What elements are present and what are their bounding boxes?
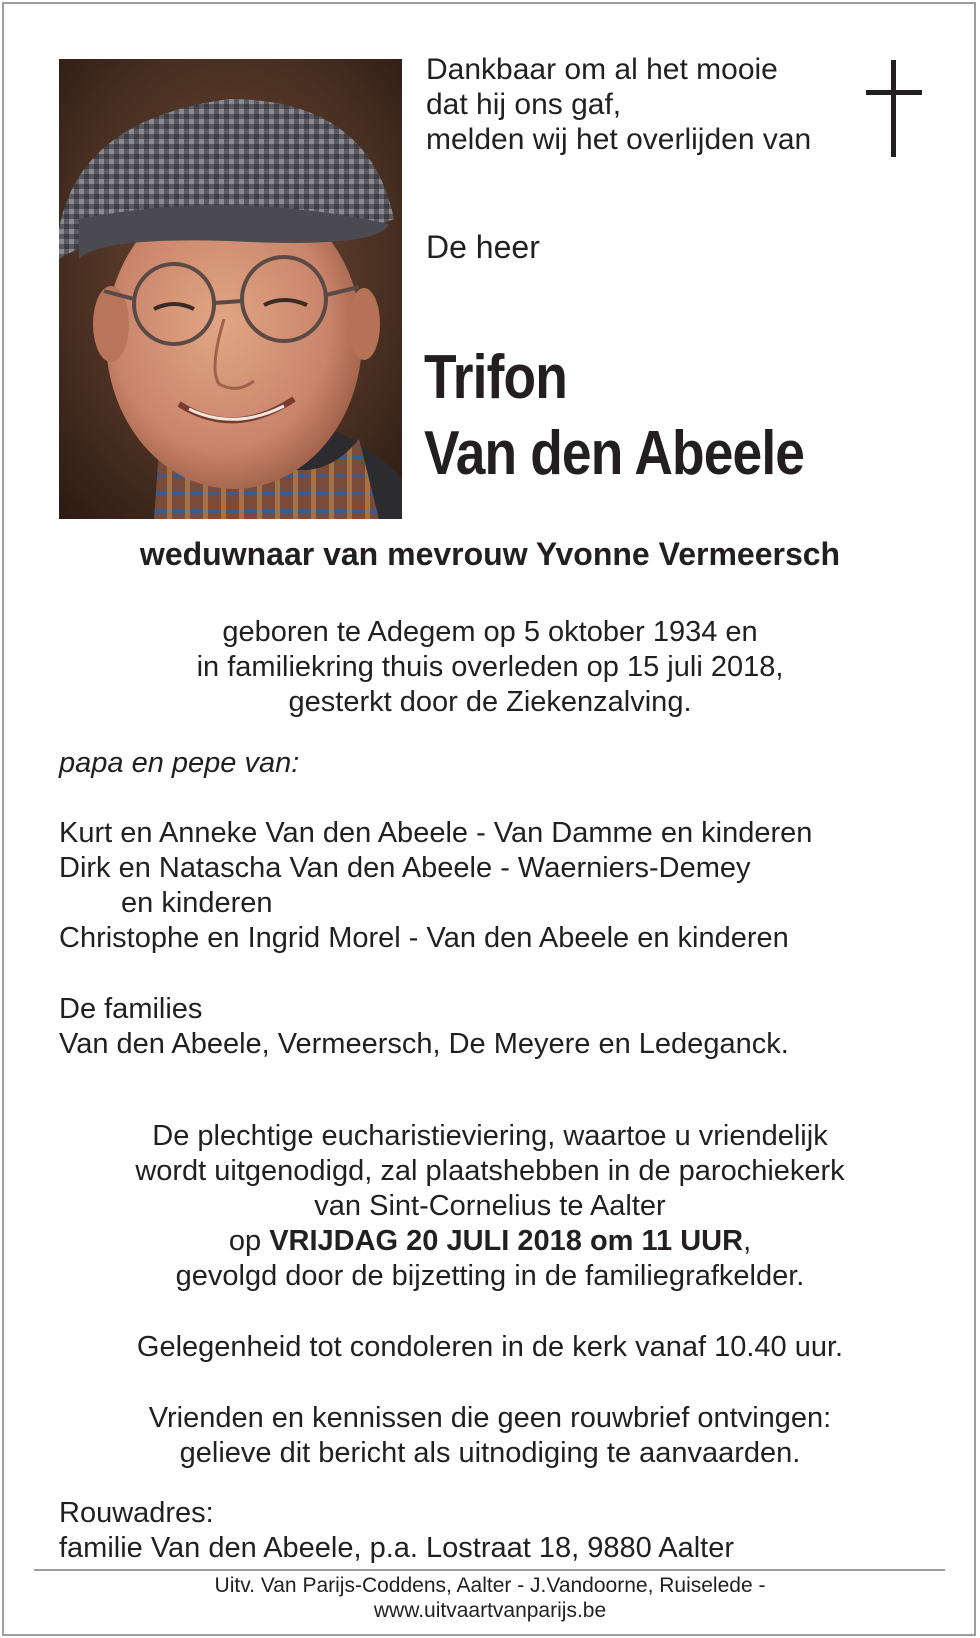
notice-block	[0, 1401, 980, 1471]
intro-text	[426, 52, 856, 157]
ceremony-line: van Sint-Cornelius te Aalter	[314, 1190, 666, 1222]
footer-website: www.uitvaartvanparijs.be	[373, 1599, 607, 1622]
ceremony-date-line	[0, 1224, 980, 1259]
address-value: familie Van den Abeele, p.a. Lostraat 18, 9880 Aalter	[59, 1532, 734, 1564]
list-item: Christophe en Ingrid Morel - Van den Abeele en kinderen	[59, 922, 789, 954]
list-item: en kinderen	[121, 887, 273, 919]
ceremony-line: De plechtige eucharistieviering, waartoe u vriendelijk	[152, 1120, 828, 1152]
footer-divider	[34, 1569, 945, 1571]
deceased-first-name: Trifon	[424, 343, 567, 412]
intro-line: dat hij ons gaf,	[426, 88, 622, 121]
families-names: Van den Abeele, Vermeersch, De Meyere en Ledeganck.	[59, 1028, 789, 1060]
notice-line: gelieve dit bericht als uitnodiging te aanvaarden.	[179, 1437, 801, 1469]
title-prefix: De heer	[426, 229, 540, 265]
intro-line: Dankbaar om al het mooie	[426, 53, 778, 86]
condolence-line: Gelegenheid tot condoleren in de kerk vanaf 10.40 uur.	[136, 1331, 844, 1363]
footer-line: Uitv. Van Parijs-Coddens, Aalter - J.Vandoorne, Ruiselede -	[214, 1574, 766, 1597]
list-item: Dirk en Natascha Van den Abeele - Waerniers-Demey	[59, 852, 751, 884]
deceased-name	[424, 340, 804, 492]
list-item: Kurt en Anneke Van den Abeele - Van Damme en kinderen	[59, 817, 813, 849]
birth-death-details	[0, 615, 980, 720]
notice-line: Vrienden en kennissen die geen rouwbrief ontvingen:	[148, 1402, 832, 1434]
portrait-illustration	[59, 59, 402, 519]
families-label: De families	[59, 993, 203, 1025]
relation-label: papa en pepe van:	[59, 747, 300, 779]
families-block	[59, 992, 959, 1062]
ceremony-date-suffix: ,	[743, 1225, 752, 1257]
deceased-last-name: Van den Abeele	[424, 419, 805, 488]
portrait-photo	[59, 59, 402, 519]
address-label: Rouwadres:	[59, 1497, 214, 1529]
children-list	[59, 816, 959, 956]
intro-line: melden wij het overlijden van	[426, 123, 812, 156]
ceremony-date: VRIJDAG 20 JULI 2018 om 11 UUR	[269, 1225, 744, 1257]
cross-icon	[864, 60, 924, 160]
ceremony-details	[0, 1119, 980, 1294]
ceremony-line: wordt uitgenodigd, zal plaatshebben in de parochiekerk	[135, 1155, 845, 1187]
ceremony-line: gevolgd door de bijzetting in de familiegrafkelder.	[175, 1260, 805, 1292]
details-line: gesterkt door de Ziekenzalving.	[288, 686, 692, 718]
details-line: geboren te Adegem op 5 oktober 1934 en	[222, 616, 758, 648]
details-line: in familiekring thuis overleden op 15 juli 2018,	[196, 651, 784, 683]
footer	[0, 1573, 980, 1623]
ceremony-date-prefix: op	[228, 1225, 270, 1257]
address-block	[59, 1496, 959, 1566]
widower-line: weduwnaar van mevrouw Yvonne Vermeersch	[139, 536, 841, 572]
